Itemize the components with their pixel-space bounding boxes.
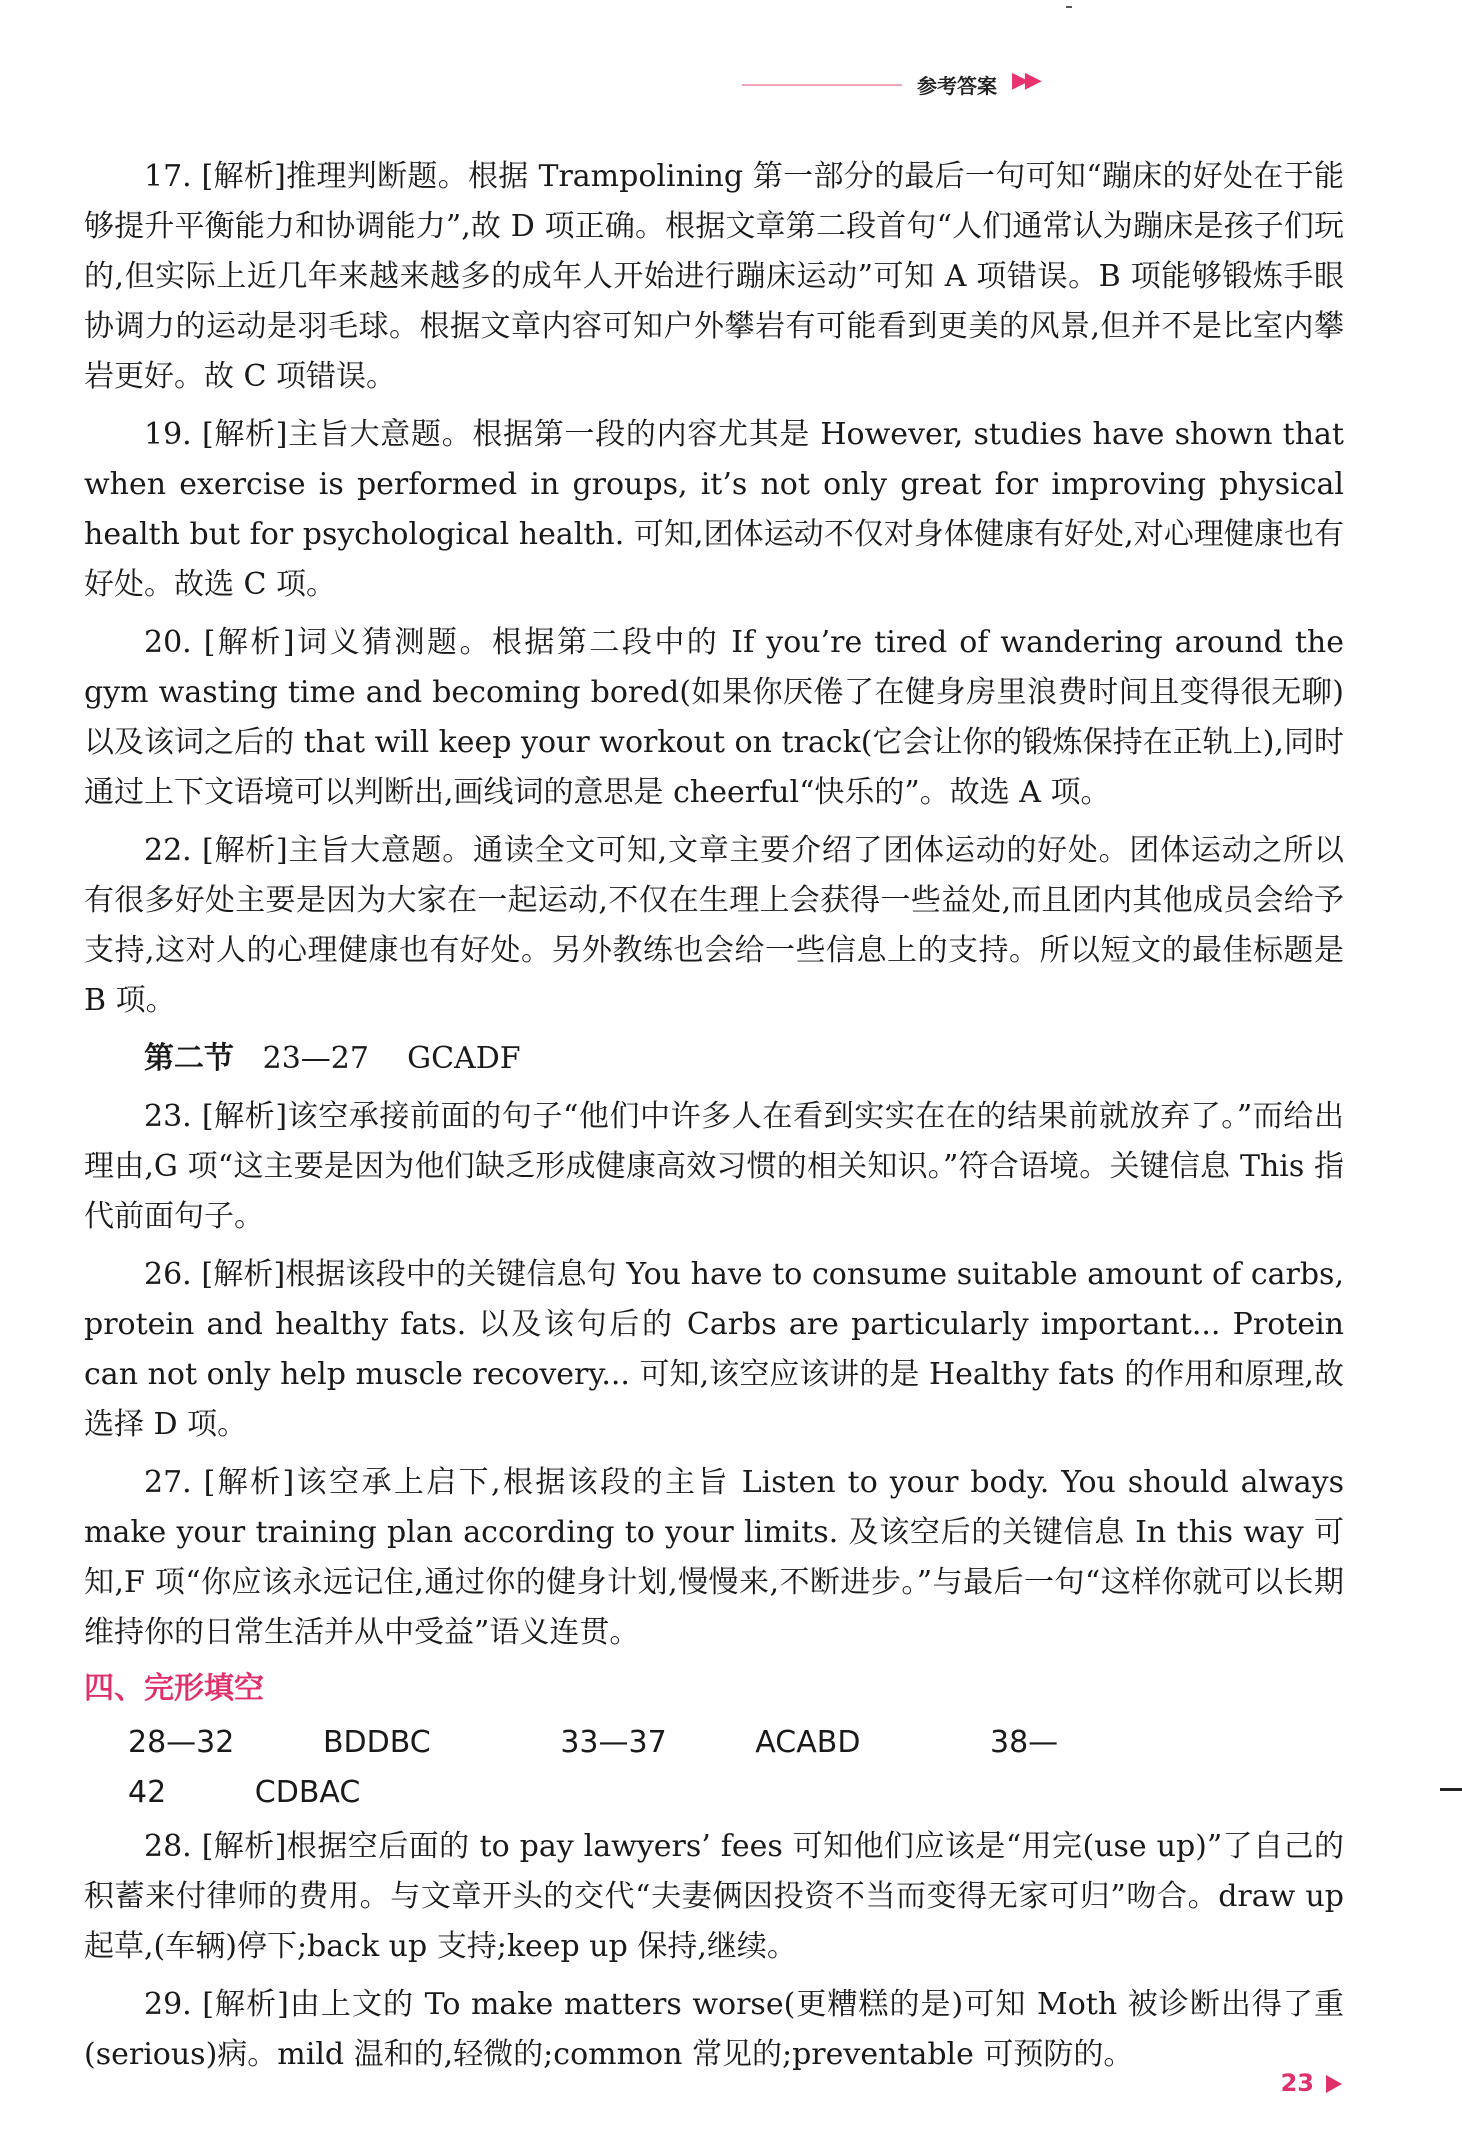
edge-mark <box>1440 1788 1462 1791</box>
explanation-29: 29. [解析]由上文的 To make matters worse(更糟糕的是)可知 Moth 被诊断出得了重(serious)病。mild 温和的,轻微的;common 常见的;preventable 可预防的。 <box>84 1987 1344 2072</box>
page-number: 23 <box>1280 2069 1314 2097</box>
explanation-27: 27. [解析]该空承上启下,根据该段的主旨 Listen to your body. You should always make your training plan according to your limits. 及该空后的关键信息 In this way 可知,F 项“你应该永远记住,通过你的健身计划,慢慢来,不断进步。”与最后一句“这样你就可以长期维持你的日常生活并从中受益”语义连贯。 <box>84 1465 1344 1650</box>
cloze-answer-line <box>84 1718 1344 1818</box>
section2-answer-line <box>84 1034 1344 1084</box>
cloze-answers: ACABD <box>755 1725 861 1760</box>
section2-range: 23—27 <box>262 1041 369 1076</box>
cloze-answers: CDBAC <box>254 1775 361 1810</box>
page-footer <box>1281 2069 1342 2097</box>
cloze-range: 38—42 <box>128 1725 1059 1810</box>
page-header <box>742 70 1342 110</box>
explanation-23: 23. [解析]该空承接前面的句子“他们中许多人在看到实实在在的结果前就放弃了。”而给出理由,G 项“这主要是因为他们缺乏形成健康高效习惯的相关知识。”符合语境。关键信息 This 指代前面句子。 <box>84 1099 1344 1234</box>
section2-answers: GCADF <box>407 1041 521 1076</box>
section2-title: 第二节 <box>144 1041 234 1076</box>
scan-mark <box>1066 6 1072 8</box>
cloze-group <box>128 1725 491 1760</box>
cloze-range: 33—37 <box>560 1725 667 1760</box>
explanation-22: 22. [解析]主旨大意题。通读全文可知,文章主要介绍了团体运动的好处。团体运动之所以有很多好处主要是因为大家在一起运动,不仅在生理上会获得一些益处,而且团内其他成员会给予支持,这对人的心理健康也有好处。另外教练也会给一些信息上的支持。所以短文的最佳标题是 B 项。 <box>84 833 1344 1018</box>
header-arrow-icon: ▶▶ <box>1012 68 1038 93</box>
cloze-answers: BDDBC <box>322 1725 431 1760</box>
header-divider <box>742 84 902 86</box>
explanation-19: 19. [解析]主旨大意题。根据第一段的内容尤其是 However, studies have shown that when exercise is performed in groups, it’s not only great for improving physical health but for psychological health. 可知,团体运动不仅对身体健康有好处,对心理健康也有好处。故选 C 项。 <box>84 417 1344 602</box>
cloze-range: 28—32 <box>128 1725 235 1760</box>
explanation-17: 17. [解析]推理判断题。根据 Trampolining 第一部分的最后一句可知“蹦床的好处在于能够提升平衡能力和协调能力”,故 D 项正确。根据文章第二段首句“人们通常认为蹦床是孩子们玩的,但实际上近几年来越来越多的成年人开始进行蹦床运动”可知 A 项错误。B 项能够锻炼手眼协调力的运动是羽毛球。根据文章内容可知户外攀岩有可能看到更美的风景,但并不是比室内攀岩更好。故 C 项错误。 <box>84 159 1344 394</box>
explanation-28: 28. [解析]根据空后面的 to pay lawyers’ fees 可知他们应该是“用完(use up)”了自己的积蓄来付律师的费用。与文章开头的交代“夫妻俩因投资不当而变得无家可归”吻合。draw up 起草,(车辆)停下;back up 支持;keep up 保持,继续。 <box>84 1829 1344 1964</box>
explanation-20: 20. [解析]词义猜测题。根据第二段中的 If you’re tired of wandering around the gym wasting time and becoming bored(如果你厌倦了在健身房里浪费时间且变得很无聊)以及该词之后的 that will keep your workout on track(它会让你的锻炼保持在正轨上),同时通过上下文语境可以判断出,画线词的意思是 cheerful“快乐的”。故选 A 项。 <box>84 625 1344 810</box>
explanation-26: 26. [解析]根据该段中的关键信息句 You have to consume suitable amount of carbs, protein and healthy fats. 以及该句后的 Carbs are particularly important... Protein can not only help muscle recovery... 可知,该空应该讲的是 Healthy fats 的作用和原理,故选择 D 项。 <box>84 1257 1344 1442</box>
page-body <box>84 152 1344 2088</box>
section4-title: 四、完形填空 <box>84 1671 264 1706</box>
page-arrow-icon <box>1326 2075 1342 2093</box>
header-label: 参考答案 <box>917 74 997 98</box>
cloze-group <box>560 1725 920 1760</box>
